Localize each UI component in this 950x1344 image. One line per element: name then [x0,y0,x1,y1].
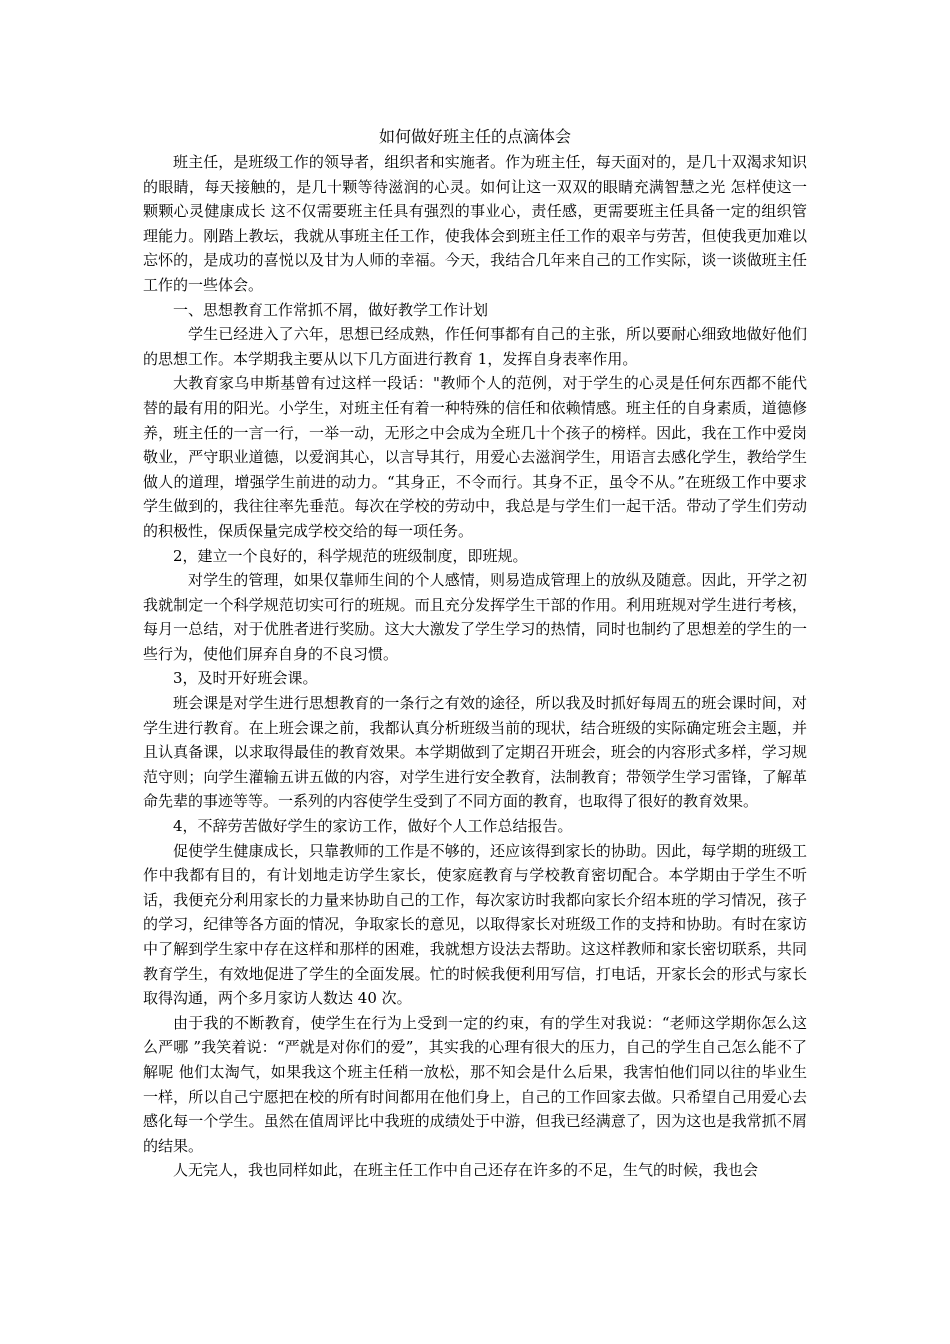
item-heading-2: 2，建立一个良好的，科学规范的班级制度，即班规。 [173,546,528,565]
paragraph-5: 促使学生健康成长，只靠教师的工作是不够的，还应该得到家长的协助。因此，每学期的班级工作中我都有目的，有计划地走访学生家长，使家庭教育与学校教育密切配合。本学期由于学生不听话，我便充分利用家长的力量来协助自己的工作，每次家访时我都向家长介绍本班的学习情况，孩子的学习，纪律等各方面的情况，争取家长的意见，以取得家长对班级工作的支持和协助。有时在家访中了解到学生家中存在这样和那样的困难，我就想方设法去帮助。这这样教师和家长密切联系，共同教育学生，有效地促进了学生的全面发展。忙的时候我便利用写信，打电话，开家长会的形式与家长取得沟通，两个多月家访人数达 40 次。 [143,841,807,1008]
paragraph-1: 学生已经进入了六年，思想已经成熟，作任何事都有自己的主张，所以要耐心细致地做好他们的思想工作。本学期我主要从以下几方面进行教育 1，发挥自身表率作用。 [143,325,807,368]
paragraph-3: 对学生的管理，如果仅靠师生间的个人感情，则易造成管理上的放纵及随意。因此，开学之初我就制定一个科学规范切实可行的班规。而且充分发挥学生干部的作用。利用班规对学生进行考核，每月一总结，对于优胜者进行奖励。这大大激发了学生学习的热情，同时也制约了思想差的学生的一些行为，使他们屏弃自身的不良习惯。 [143,571,807,663]
section-heading-1: 一、思想教育工作常抓不屑，做好教学工作计划 [173,300,489,319]
item-heading-4: 4，不辞劳苦做好学生的家访工作，做好个人工作总结报告。 [173,817,573,836]
item-heading-3: 3，及时开好班会课。 [173,669,318,688]
document-title: 如何做好班主任的点滴体会 [378,127,571,146]
paragraph-7: 人无完人，我也同样如此，在班主任工作中自己还存在许多的不足，生气的时候，我也会 [173,1161,759,1180]
paragraph-intro: 班主任，是班级工作的领导者，组织者和实施者。作为班主任，每天面对的，是几十双渴求知识的眼睛，每天接触的，是几十颗等待滋润的心灵。如何让这一双双的眼睛充满智慧之光 怎样使这一颗颗心灵健康成长 这不仅需要班主任具有强烈的事业心，责任感，更需要班主任具备一定的组织管理能力。刚踏上教坛，我就从事班主任工作，使我体会到班主任工作的艰辛与劳苦，但使我更加难以忘怀的，是成功的喜悦以及甘为人师的幸福。今天，我结合几年来自己的工作实际，谈一谈做班主任工作的一些体会。 [143,153,807,294]
document-page [143,124,807,1183]
paragraph-6: 由于我的不断教育，使学生在行为上受到一定的约束，有的学生对我说：“老师这学期你怎么这么严哪 ”我笑着说：“严就是对你们的爱”，其实我的心理有很大的压力，自己的学生自己怎么能不了解呢 他们太淘气，如果我这个班主任稍一放松，那不知会是什么后果，我害怕他们同以往的毕业生一样，所以自己宁愿把在校的所有时间都用在他们身上，自己的工作回家去做。只希望自己用爱心去感化每一个学生。虽然在值周评比中我班的成绩处于中游，但我已经满意了，因为这也是我常抓不屑的结果。 [143,1013,807,1155]
paragraph-2: 大教育家乌申斯基曾有过这样一段话："教师个人的范例，对于学生的心灵是任何东西都不能代替的最有用的阳光。小学生，对班主任有着一种特殊的信任和依赖情感。班主任的自身素质，道德修养，班主任的一言一行，一举一动，无形之中会成为全班几十个孩子的榜样。因此，我在工作中爱岗敬业，严守职业道德，以爱润其心，以言导其行，用爱心去滋润学生，用语言去感化学生，教给学生做人的道理，增强学生前进的动力。“其身正，不令而行。其身不正，虽令不从。”在班级工作中要求学生做到的，我往往率先垂范。每次在学校的劳动中，我总是与学生们一起干活。带动了学生们劳动的积极性，保质保量完成学校交给的每一项任务。 [143,374,807,540]
paragraph-4: 班会课是对学生进行思想教育的一条行之有效的途径，所以我及时抓好每周五的班会课时间，对学生进行教育。在上班会课之前，我都认真分析班级当前的现状，结合班级的实际确定班会主题，并且认真备课，以求取得最佳的教育效果。本学期做到了定期召开班会，班会的内容形式多样，学习规范守则；向学生灌输五讲五做的内容，对学生进行安全教育，法制教育；带领学生学习雷锋，了解革命先辈的事迹等等。一系列的内容使学生受到了不同方面的教育，也取得了很好的教育效果。 [143,694,807,811]
